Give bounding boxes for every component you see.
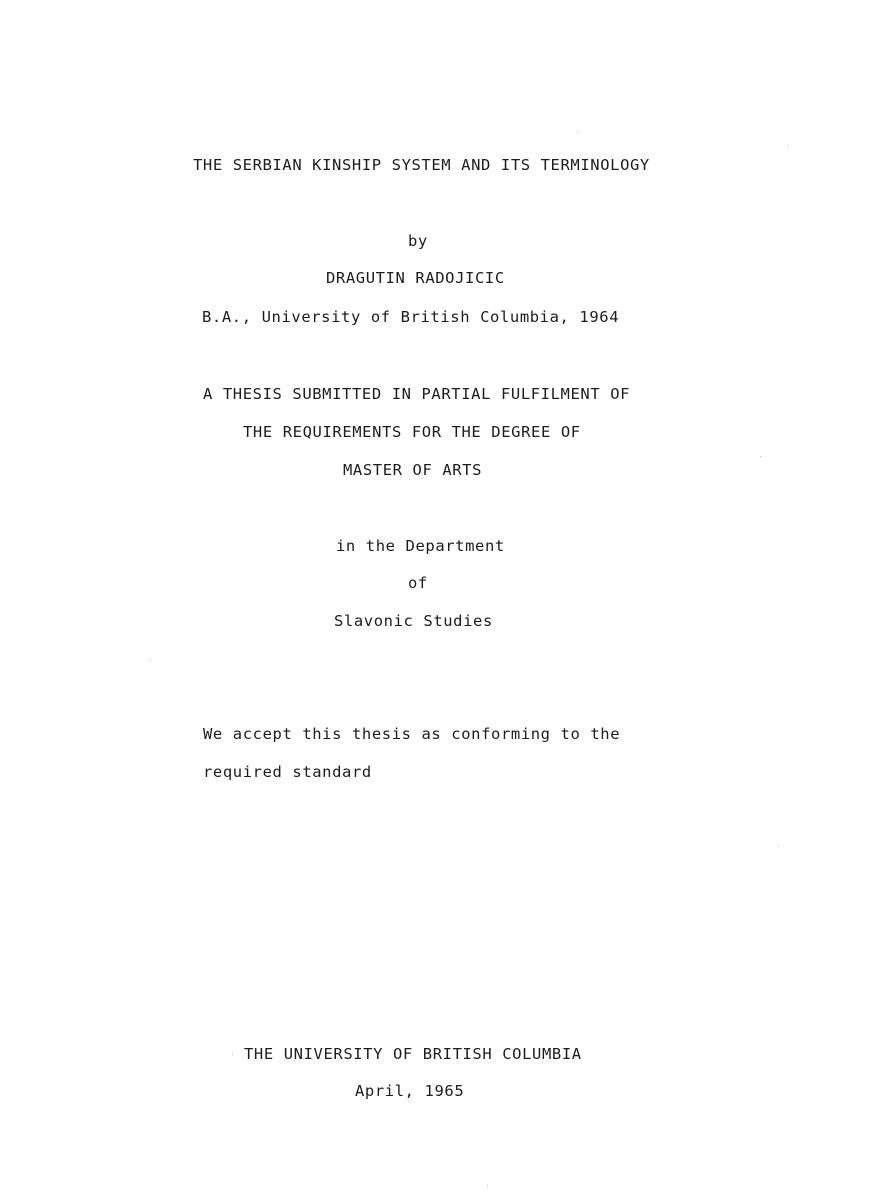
acceptance-line-1: We accept this thesis as conforming to the — [203, 725, 621, 743]
scan-speck — [577, 132, 578, 133]
institution-name: THE UNIVERSITY OF BRITISH COLUMBIA — [244, 1045, 582, 1063]
author-name: DRAGUTIN RADOJICIC — [326, 269, 505, 287]
scan-speck — [150, 660, 151, 661]
scan-speck — [778, 845, 779, 846]
prior-degree: B.A., University of British Columbia, 1964 — [202, 308, 620, 326]
scan-speck — [760, 456, 761, 457]
department-line-1: in the Department — [336, 537, 505, 555]
department-name: Slavonic Studies — [334, 612, 493, 630]
submission-date: April, 1965 — [355, 1082, 465, 1100]
thesis-title: THE SERBIAN KINSHIP SYSTEM AND ITS TERMINOLOGY — [193, 156, 650, 174]
scan-speck — [788, 145, 789, 146]
department-line-2: of — [408, 574, 428, 592]
degree-name: MASTER OF ARTS — [343, 461, 483, 479]
scan-speck — [487, 1185, 488, 1186]
acceptance-line-2: required standard — [203, 763, 372, 781]
thesis-statement-line-1: A THESIS SUBMITTED IN PARTIAL FULFILMENT OF — [203, 385, 631, 403]
scan-speck — [232, 1054, 233, 1055]
by-line: by — [408, 232, 428, 250]
thesis-statement-line-2: THE REQUIREMENTS FOR THE DEGREE OF — [243, 423, 581, 441]
